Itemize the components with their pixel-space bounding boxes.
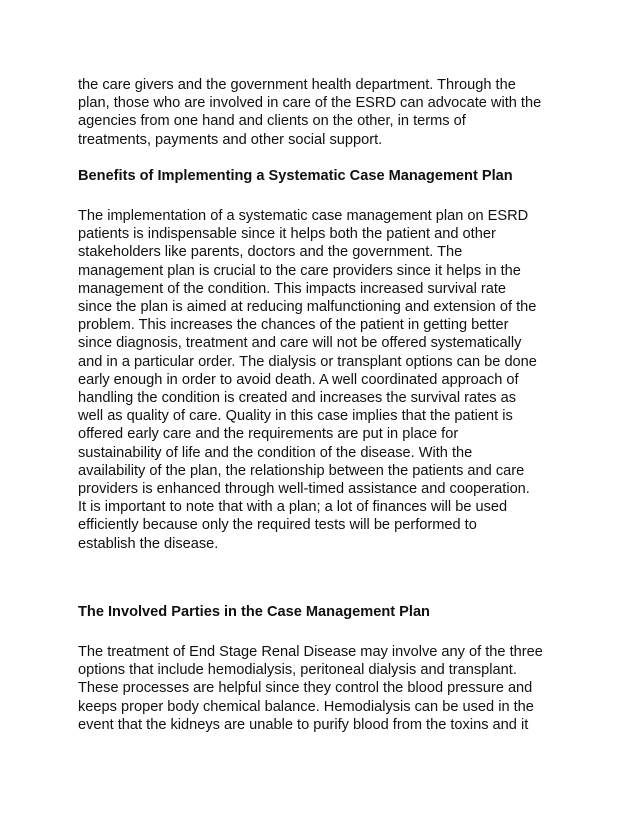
paragraph-line: event that the kidneys are unable to purify blood from the toxins and it [78, 716, 529, 733]
paragraph-line: It is important to note that with a plan; a lot of finances will be used [78, 499, 508, 516]
paragraph-line: sustainability of life and the condition of the disease. With the [78, 444, 473, 461]
section-heading-involved-parties: The Involved Parties in the Case Management Plan [78, 604, 430, 620]
paragraph-line: stakeholders like parents, doctors and the government. The [78, 244, 463, 261]
paragraph-line: patients is indispensable since it helps both the patient and other [78, 226, 496, 243]
paragraph-line: well as quality of care. Quality in this case implies that the patient is [78, 408, 513, 425]
paragraph-involved-parties [78, 643, 568, 734]
paragraph-line: keeps proper body chemical balance. Hemodialysis can be used in the [78, 698, 534, 715]
paragraph-line: handling the condition is created and increases the survival rates as [78, 390, 517, 407]
paragraph-line: problem. This increases the chances of the patient in getting better [78, 317, 509, 334]
section-heading-benefits: Benefits of Implementing a Systematic Case Management Plan [78, 168, 513, 184]
paragraph-line: options that include hemodialysis, peritoneal dialysis and transplant. [78, 662, 517, 679]
paragraph-line: management of the condition. This impacts increased survival rate [78, 280, 507, 297]
paragraph-line: early enough in order to avoid death. A well coordinated approach of [78, 371, 519, 388]
paragraph-line: offered early care and the requirements are put in place for [78, 426, 459, 443]
paragraph-line: providers is enhanced through well-timed assistance and cooperation. [78, 481, 530, 498]
paragraph-line: efficiently because only the required tests will be performed to [78, 517, 477, 534]
paragraph-line: and in a particular order. The dialysis or transplant options can be done [78, 353, 537, 370]
paragraph-line: the care givers and the government health department. Through the [78, 77, 516, 93]
paragraph-line: availability of the plan, the relationship between the patients and care [78, 462, 525, 479]
paragraph-benefits [78, 207, 568, 553]
paragraph-line: The treatment of End Stage Renal Disease may involve any of the three [78, 644, 543, 660]
paragraph-line: treatments, payments and other social support. [78, 131, 383, 148]
paragraph-intro [78, 76, 568, 149]
paragraph-line: agencies from one hand and clients on the other, in terms of [78, 113, 466, 130]
paragraph-line: management plan is crucial to the care providers since it helps in the [78, 262, 521, 279]
paragraph-line: These processes are helpful since they control the blood pressure and [78, 680, 533, 697]
paragraph-line: since the plan is aimed at reducing malfunctioning and extension of the [78, 299, 537, 316]
paragraph-line: plan, those who are involved in care of the ESRD can advocate with the [78, 95, 542, 112]
paragraph-line: establish the disease. [78, 535, 219, 552]
paragraph-line: since diagnosis, treatment and care will not be offered systematically [78, 335, 522, 352]
paragraph-line: The implementation of a systematic case management plan on ESRD [78, 208, 529, 224]
